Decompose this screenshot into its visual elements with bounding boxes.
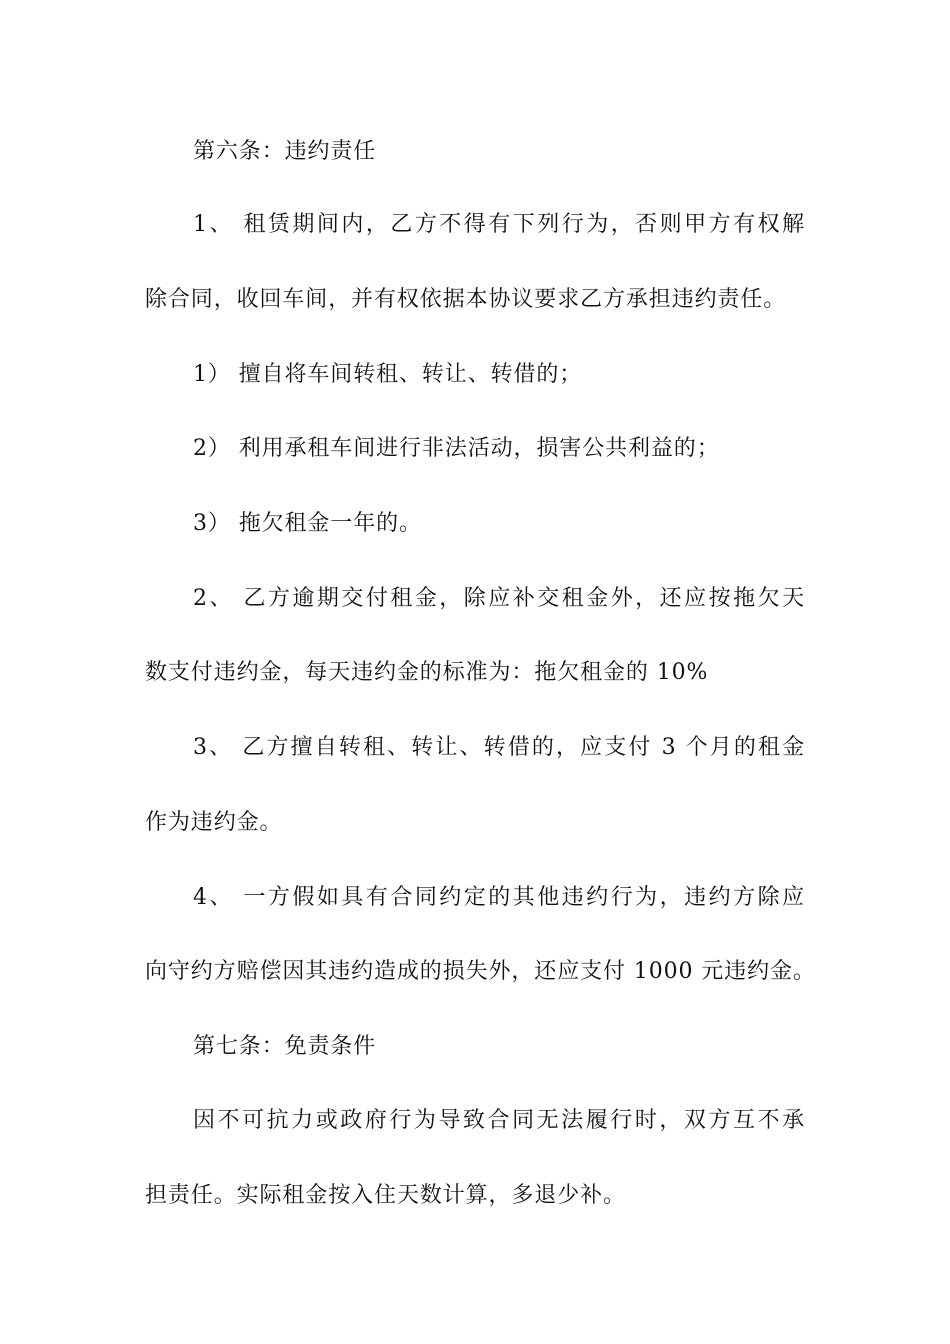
paragraph-line: 向守约方赔偿因其违约造成的损失外，还应支付 1000 元违约金。 [145, 959, 816, 984]
paragraph-line: 1、 租赁期间内，乙方不得有下列行为，否则甲方有权解 [193, 212, 805, 237]
section-heading-article-6: 第六条：违约责任 [193, 139, 377, 164]
paragraph-line: 3、 乙方擅自转租、转让、转借的，应支付 3 个月的租金 [193, 735, 805, 760]
paragraph-line: 因不可抗力或政府行为导致合同无法履行时，双方互不承 [193, 1108, 805, 1133]
paragraph-line: 除合同，收回车间，并有权依据本协议要求乙方承担违约责任。 [145, 287, 787, 312]
list-item: 2） 利用承租车间进行非法活动，损害公共利益的； [193, 436, 720, 461]
list-item: 3） 拖欠租金一年的。 [193, 511, 422, 536]
paragraph-line: 数支付违约金，每天违约金的标准为：拖欠租金的 10% [145, 660, 709, 685]
paragraph-line: 担责任。实际租金按入住天数计算，多退少补。 [145, 1183, 626, 1208]
paragraph-line: 2、 乙方逾期交付租金，除应补交租金外，还应按拖欠天 [193, 586, 805, 611]
paragraph-line: 作为违约金。 [145, 810, 283, 835]
section-heading-article-7: 第七条：免责条件 [193, 1034, 377, 1059]
list-item: 1） 擅自将车间转租、转让、转借的； [193, 362, 583, 387]
paragraph-line: 4、 一方假如具有合同约定的其他违约行为，违约方除应 [193, 885, 805, 910]
